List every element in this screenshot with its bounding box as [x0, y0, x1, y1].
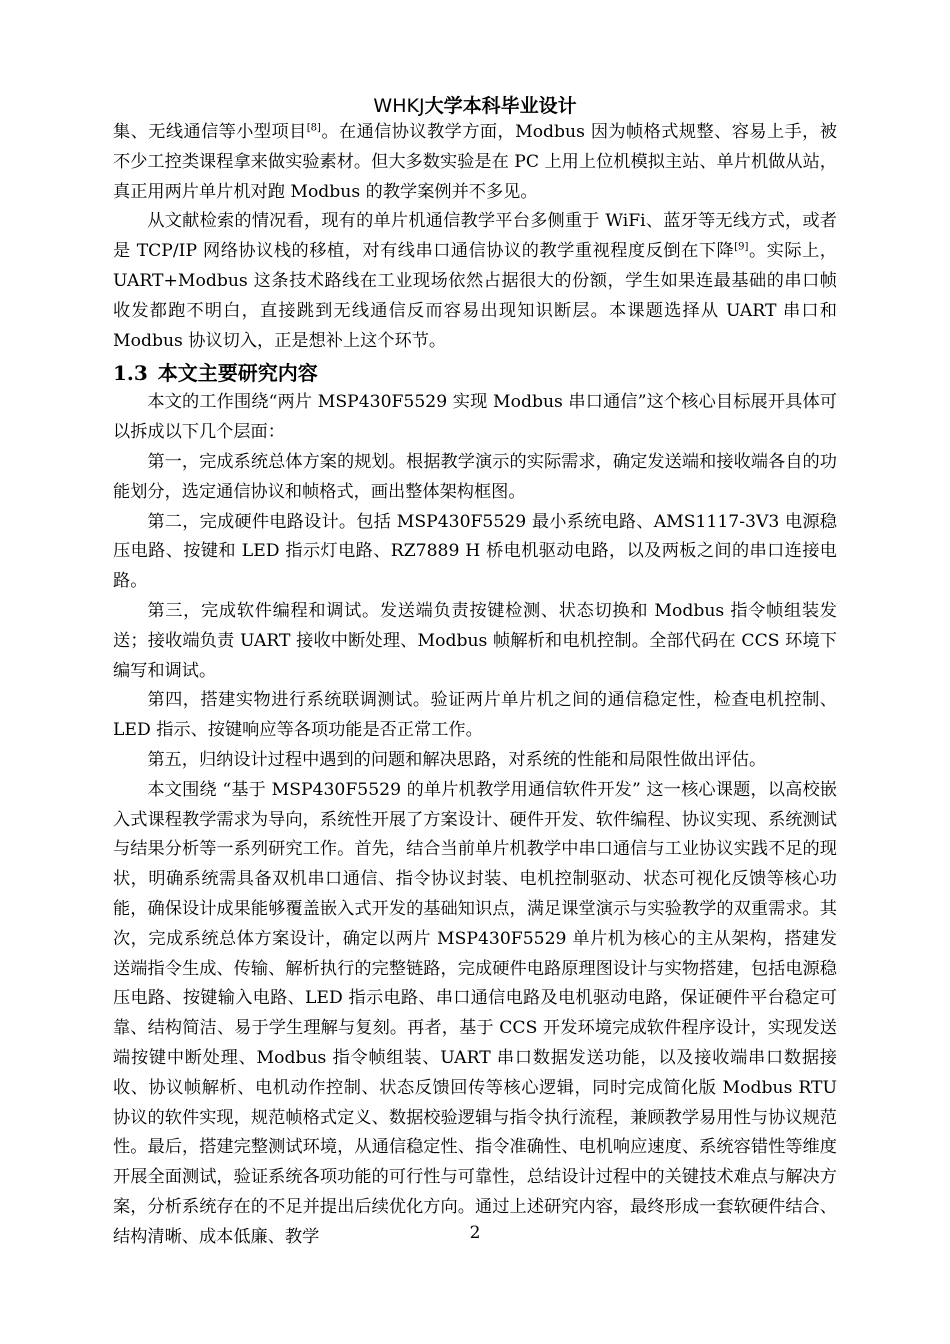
header-title: 大学本科毕业设计	[424, 95, 577, 117]
section-number: 1.3	[113, 361, 148, 386]
paragraph-item-5: 第五，归纳设计过程中遇到的问题和解决思路，对系统的性能和局限性做出评估。	[147, 749, 767, 770]
citation-9: [9]	[734, 241, 749, 253]
body-text	[113, 118, 837, 1252]
paragraph-item-3: 第三，完成软件编程和调试。发送端负责按键检测、状态切换和 Modbus 指令帧组装发送；接收端负责 UART 接收中断处理、Modbus 帧解析和电机控制。全部代码在 CCS 环境下编写和调试。	[113, 600, 837, 681]
citation-8: [8]	[306, 122, 321, 134]
paragraph-intro: 本文的工作围绕“两片 MSP430F5529 实现 Modbus 串口通信”这个核心目标展开具体可以拆成以下几个层面：	[113, 392, 837, 443]
paragraph-item-4: 第四，搭建实物进行系统联调测试。验证两片单片机之间的通信稳定性，检查电机控制、LED 指示、按键响应等各项功能是否正常工作。	[113, 690, 837, 741]
paragraph-continued	[113, 118, 837, 207]
page-number: 2	[469, 1223, 481, 1243]
section-title: 本文主要研究内容	[157, 361, 318, 386]
paragraph-summary: 本文围绕 “基于 MSP430F5529 的单片机教学用通信软件开发” 这一核心课题，以高校嵌入式课程教学需求为导向，系统性开展了方案设计、硬件开发、软件编程、协议实现、系统测试与结果分析等一系列研究工作。首先，结合当前单片机教学中串口通信与工业协议实践不足的现状，明确系统需具备双机串口通信、指令协议封装、电机控制驱动、状态可视化反馈等核心功能，确保设计成果能够覆盖嵌入式开发的基础知识点，满足课堂演示与实验教学的双重需求。其次，完成系统总体方案设计，确定以两片 MSP430F5529 单片机为核心的主从架构，搭建发送端指令生成、传输、解析执行的完整链路，完成硬件电路原理图设计与实物搭建，包括电源稳压电路、按键输入电路、LED 指示电路、串口通信电路及电机驱动电路，保证硬件平台稳定可靠、结构简洁、易于学生理解与复刻。再者，基于 CCS 开发环境完成软件程序设计，实现发送端按键中断处理、Modbus 指令帧组装、UART 串口数据发送功能，以及接收端串口数据接收、协议帧解析、电机动作控制、状态反馈回传等核心逻辑，同时完成简化版 Modbus RTU 协议的软件实现，规范帧格式定义、数据校验逻辑与指令执行流程，兼顾教学易用性与协议规范性。最后，搭建完整测试环境，从通信稳定性、指令准确性、电机响应速度、系统容错性等维度开展全面测试，验证系统各项功能的可行性与可靠性，总结设计过程中的关键技术难点与解决方案，分析系统存在的不足并提出后续优化方向。通过上述研究内容，最终形成一套软硬件结合、结构清晰、成本低廉、教学	[113, 779, 837, 1247]
header-brand: WHKJ	[373, 95, 425, 117]
paragraph-text: 。实际上，UART+Modbus 这条技术路线在工业现场依然占据很大的份额，学生如果连最基础的串口帧收发都跑不明白，直接跳到无线通信反而容易出现知识断层。本课题选择从 UART 串口和 Modbus 协议切入，正是想补上这个环节。	[113, 241, 837, 351]
section-heading	[113, 358, 837, 388]
paragraph-text: 从文献检索的情况看，现有的单片机通信教学平台多侧重于 WiFi、蓝牙等无线方式，或者是 TCP/IP 网络协议栈的移植，对有线串口通信协议的教学重视程度反倒在下降	[113, 211, 837, 262]
paragraph-text: 集、无线通信等小型项目	[113, 122, 307, 142]
paragraph-item-2: 第二，完成硬件电路设计。包括 MSP430F5529 最小系统电路、AMS1117-3V3 电源稳压电路、按键和 LED 指示灯电路、RZ7889 H 桥电机驱动电路，以及两板之间的串口连接电路。	[113, 511, 837, 592]
paragraph-item-1: 第一，完成系统总体方案的规划。根据教学演示的实际需求，确定发送端和接收端各自的功能划分，选定通信协议和帧格式，画出整体架构框图。	[113, 451, 837, 502]
running-header	[0, 95, 950, 117]
paragraph-text: 。在通信协议教学方面，Modbus 因为帧格式规整、容易上手，被不少工控类课程拿来做实验素材。但大多数实验是在 PC 上用上位机模拟主站、单片机做从站，真正用两片单片机对跑 Modbus 的教学案例并不多见。	[113, 122, 837, 202]
paragraph-literature	[113, 207, 837, 356]
